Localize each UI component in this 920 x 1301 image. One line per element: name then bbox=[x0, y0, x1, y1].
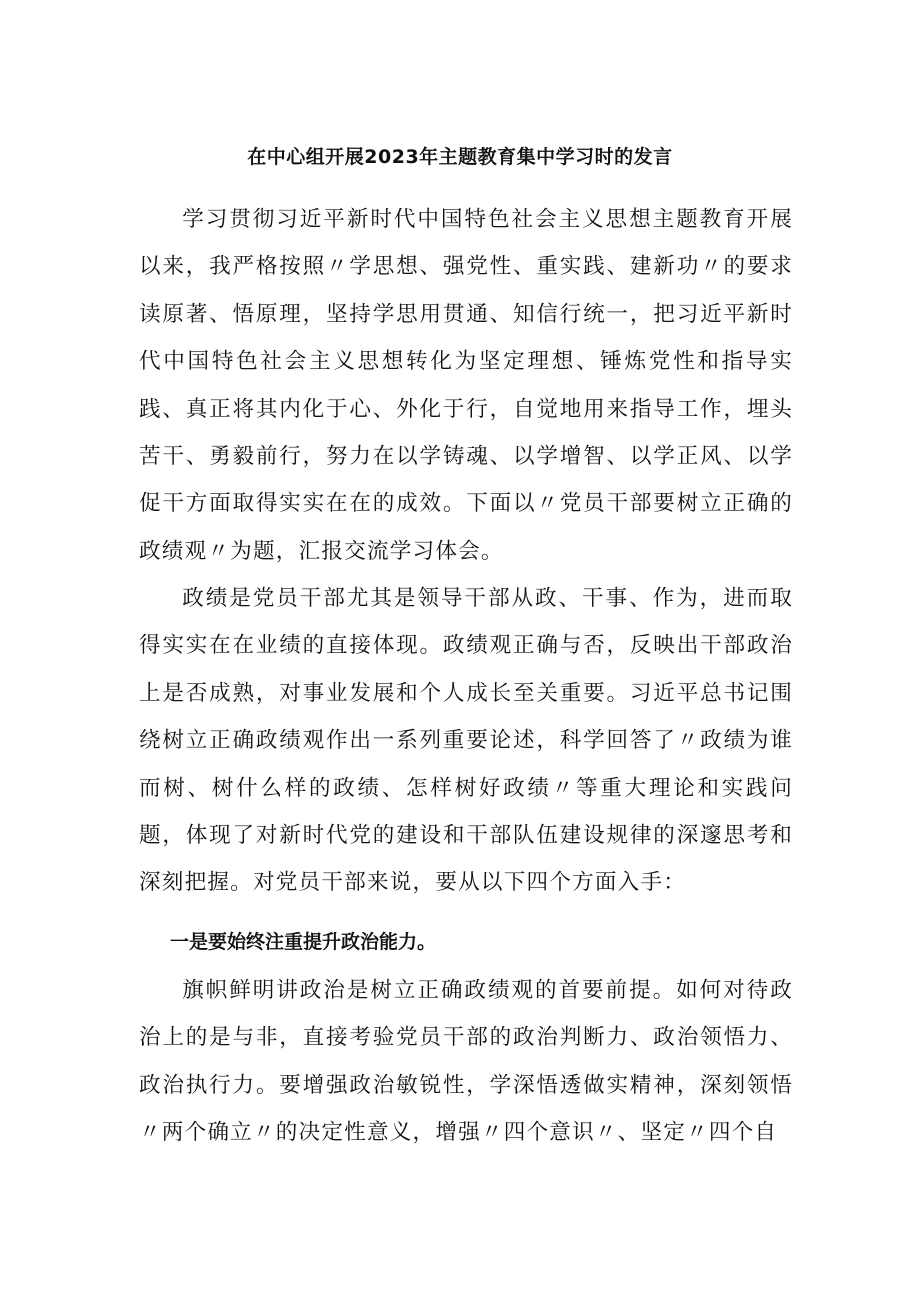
paragraph-introduction: 学习贯彻习近平新时代中国特色社会主义思想主题教育开展以来，我严格按照〃学思想、强党性、重实践、建新功〃的要求读原著、悟原理，坚持学思用贯通、知信行统一，把习近平新时代中国特色社会主义思想转化为坚定理想、锤炼党性和指导实践、真正将其内化于心、外化于行，自觉地用来指导工作，埋头苦干、勇毅前行，努力在以学铸魂、以学增智、以学正风、以学促干方面取得实实在在的成效。下面以〃党员干部要树立正确的政绩观〃为题，汇报交流学习体会。 bbox=[139, 207, 793, 564]
paragraph-political-ability: 旗帜鲜明讲政治是树立正确政绩观的首要前提。如何对待政治上的是与非，直接考验党员干部的政治判断力、政治领悟力、政治执行力。要增强政治敏锐性，学深悟透做实精神，深刻领悟〃两个确立〃的决定性意义，增强〃四个意识〃、坚定〃四个自 bbox=[139, 978, 793, 1146]
paragraph-political-achievements: 政绩是党员干部尤其是领导干部从政、干事、作为，进而取得实实在在业绩的直接体现。政绩观正确与否，反映出干部政治上是否成熟，对事业发展和个人成长至关重要。习近平总书记围绕树立正确政绩观作出一系列重要论述，科学回答了〃政绩为谁而树、树什么样的政绩、怎样树好政绩〃等重大理论和实践问题，体现了对新时代党的建设和干部队伍建设规律的深邃思考和深刻把握。对党员干部来说，要从以下四个方面入手： bbox=[139, 586, 793, 896]
section-heading-political-ability: 一是要始终注重提升政治能力。 bbox=[170, 931, 437, 953]
document-title: 在中心组开展2023年主题教育集中学习时的发言 bbox=[247, 146, 673, 168]
